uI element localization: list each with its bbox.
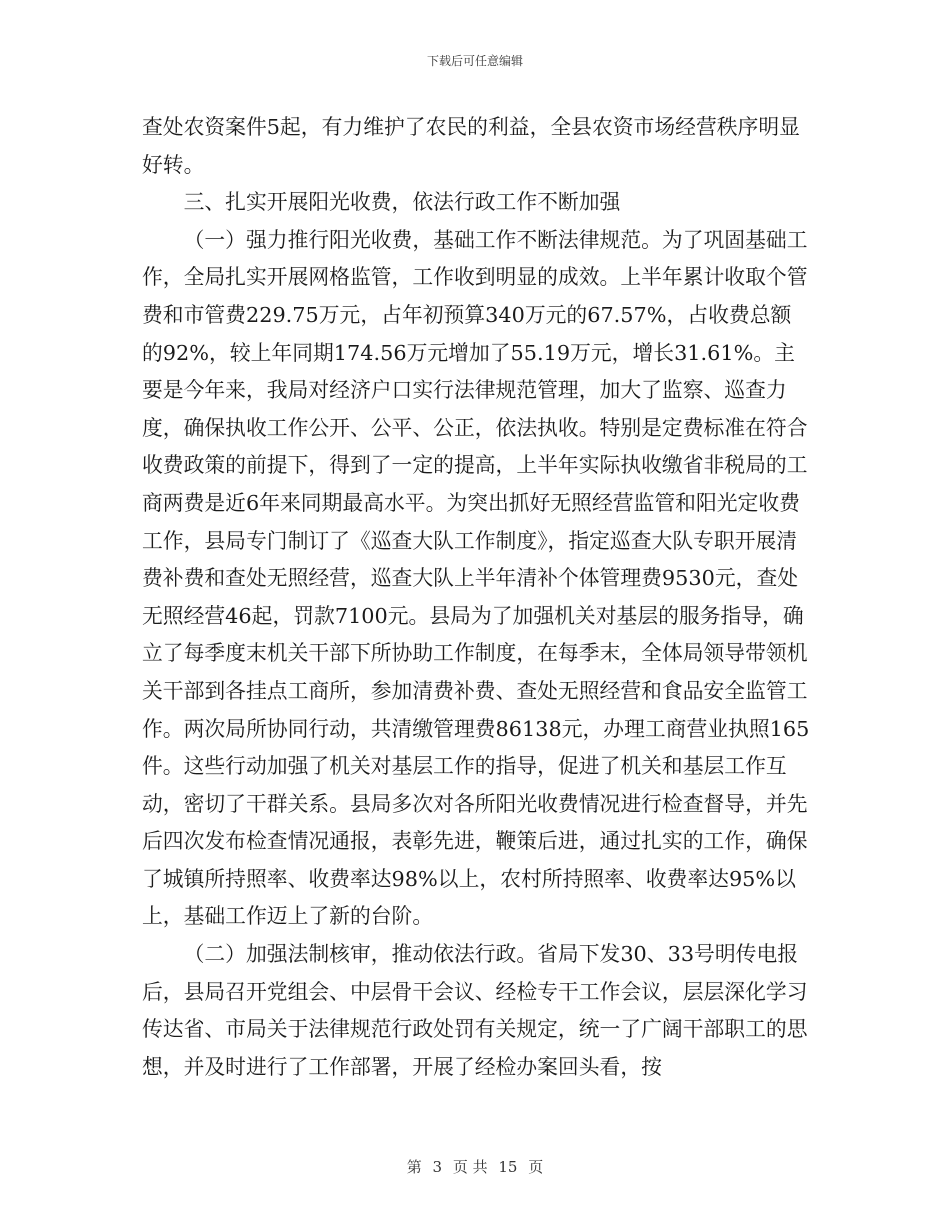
- total-pages: 15: [498, 1158, 518, 1176]
- paragraph-1: 查处农资案件5起，有力维护了农民的利益，全县农资市场经营秩序明显好转。: [142, 115, 800, 177]
- section-heading: 三、扎实开展阳光收费，依法行政工作不断加强: [183, 190, 621, 215]
- page-number: 3: [432, 1158, 443, 1176]
- paragraph-3: （二）加强法制核审，推动依法行政。省局下发30、33号明传电报后，县局召开党组会、中层骨干会议、经检专干工作会议，层层深化学习传达省、市局关于法律规范行政处罚有关规定，统一了广阔干部职工的思想，并及时进行了工作部署，开展了经检办案回头看，按: [142, 942, 808, 1079]
- footer-mid: 页 共: [452, 1158, 488, 1176]
- document-body: [142, 109, 810, 1086]
- page-footer: [0, 1156, 950, 1177]
- paragraph-2: （一）强力推行阳光收费，基础工作不断法律规范。为了巩固基础工作，全局扎实开展网格监管，工作收到明显的成效。上半年累计收取个管费和市管费229.75万元，占年初预算340万元的67.57%，占收费总额的92%，较上年同期174.56万元增加了55.19万元，增长31.61%。主要是今年来，我局对经济户口实行法律规范管理，加大了监察、巡查力度，确保执收工作公开、公平、公正，依法执收。特别是定费标准在符合收费政策的前提下，得到了一定的提高，上半年实际执收缴省非税局的工商两费是近6年来同期最高水平。为突出抓好无照经营监管和阳光定收费工作，县局专门制订了《巡查大队工作制度》，指定巡查大队专职开展清费补费和查处无照经营，巡查大队上半年清补个体管理费9530元，查处无照经营46起，罚款7100元。县局为了加强机关对基层的服务指导，确立了每季度末机关干部下所协助工作制度，在每季末，全体局领导带领机关干部到各挂点工商所，参加清费补费、查处无照经营和食品安全监管工作。两次局所协同行动，共清缴管理费86138元，办理工商营业执照165件。这些行动加强了机关对基层工作的指导，促进了机关和基层工作互动，密切了干群关系。县局多次对各所阳光收费情况进行检查督导，并先后四次发布检查情况通报，表彰先进，鞭策后进，通过扎实的工作，确保了城镇所持照率、收费率达98%以上，农村所持照率、收费率达95%以上，基础工作迈上了新的台阶。: [142, 227, 810, 929]
- footer-suffix: 页: [528, 1158, 544, 1176]
- footer-prefix: 第: [406, 1158, 422, 1176]
- page-header: 下载后可任意编辑: [426, 54, 523, 68]
